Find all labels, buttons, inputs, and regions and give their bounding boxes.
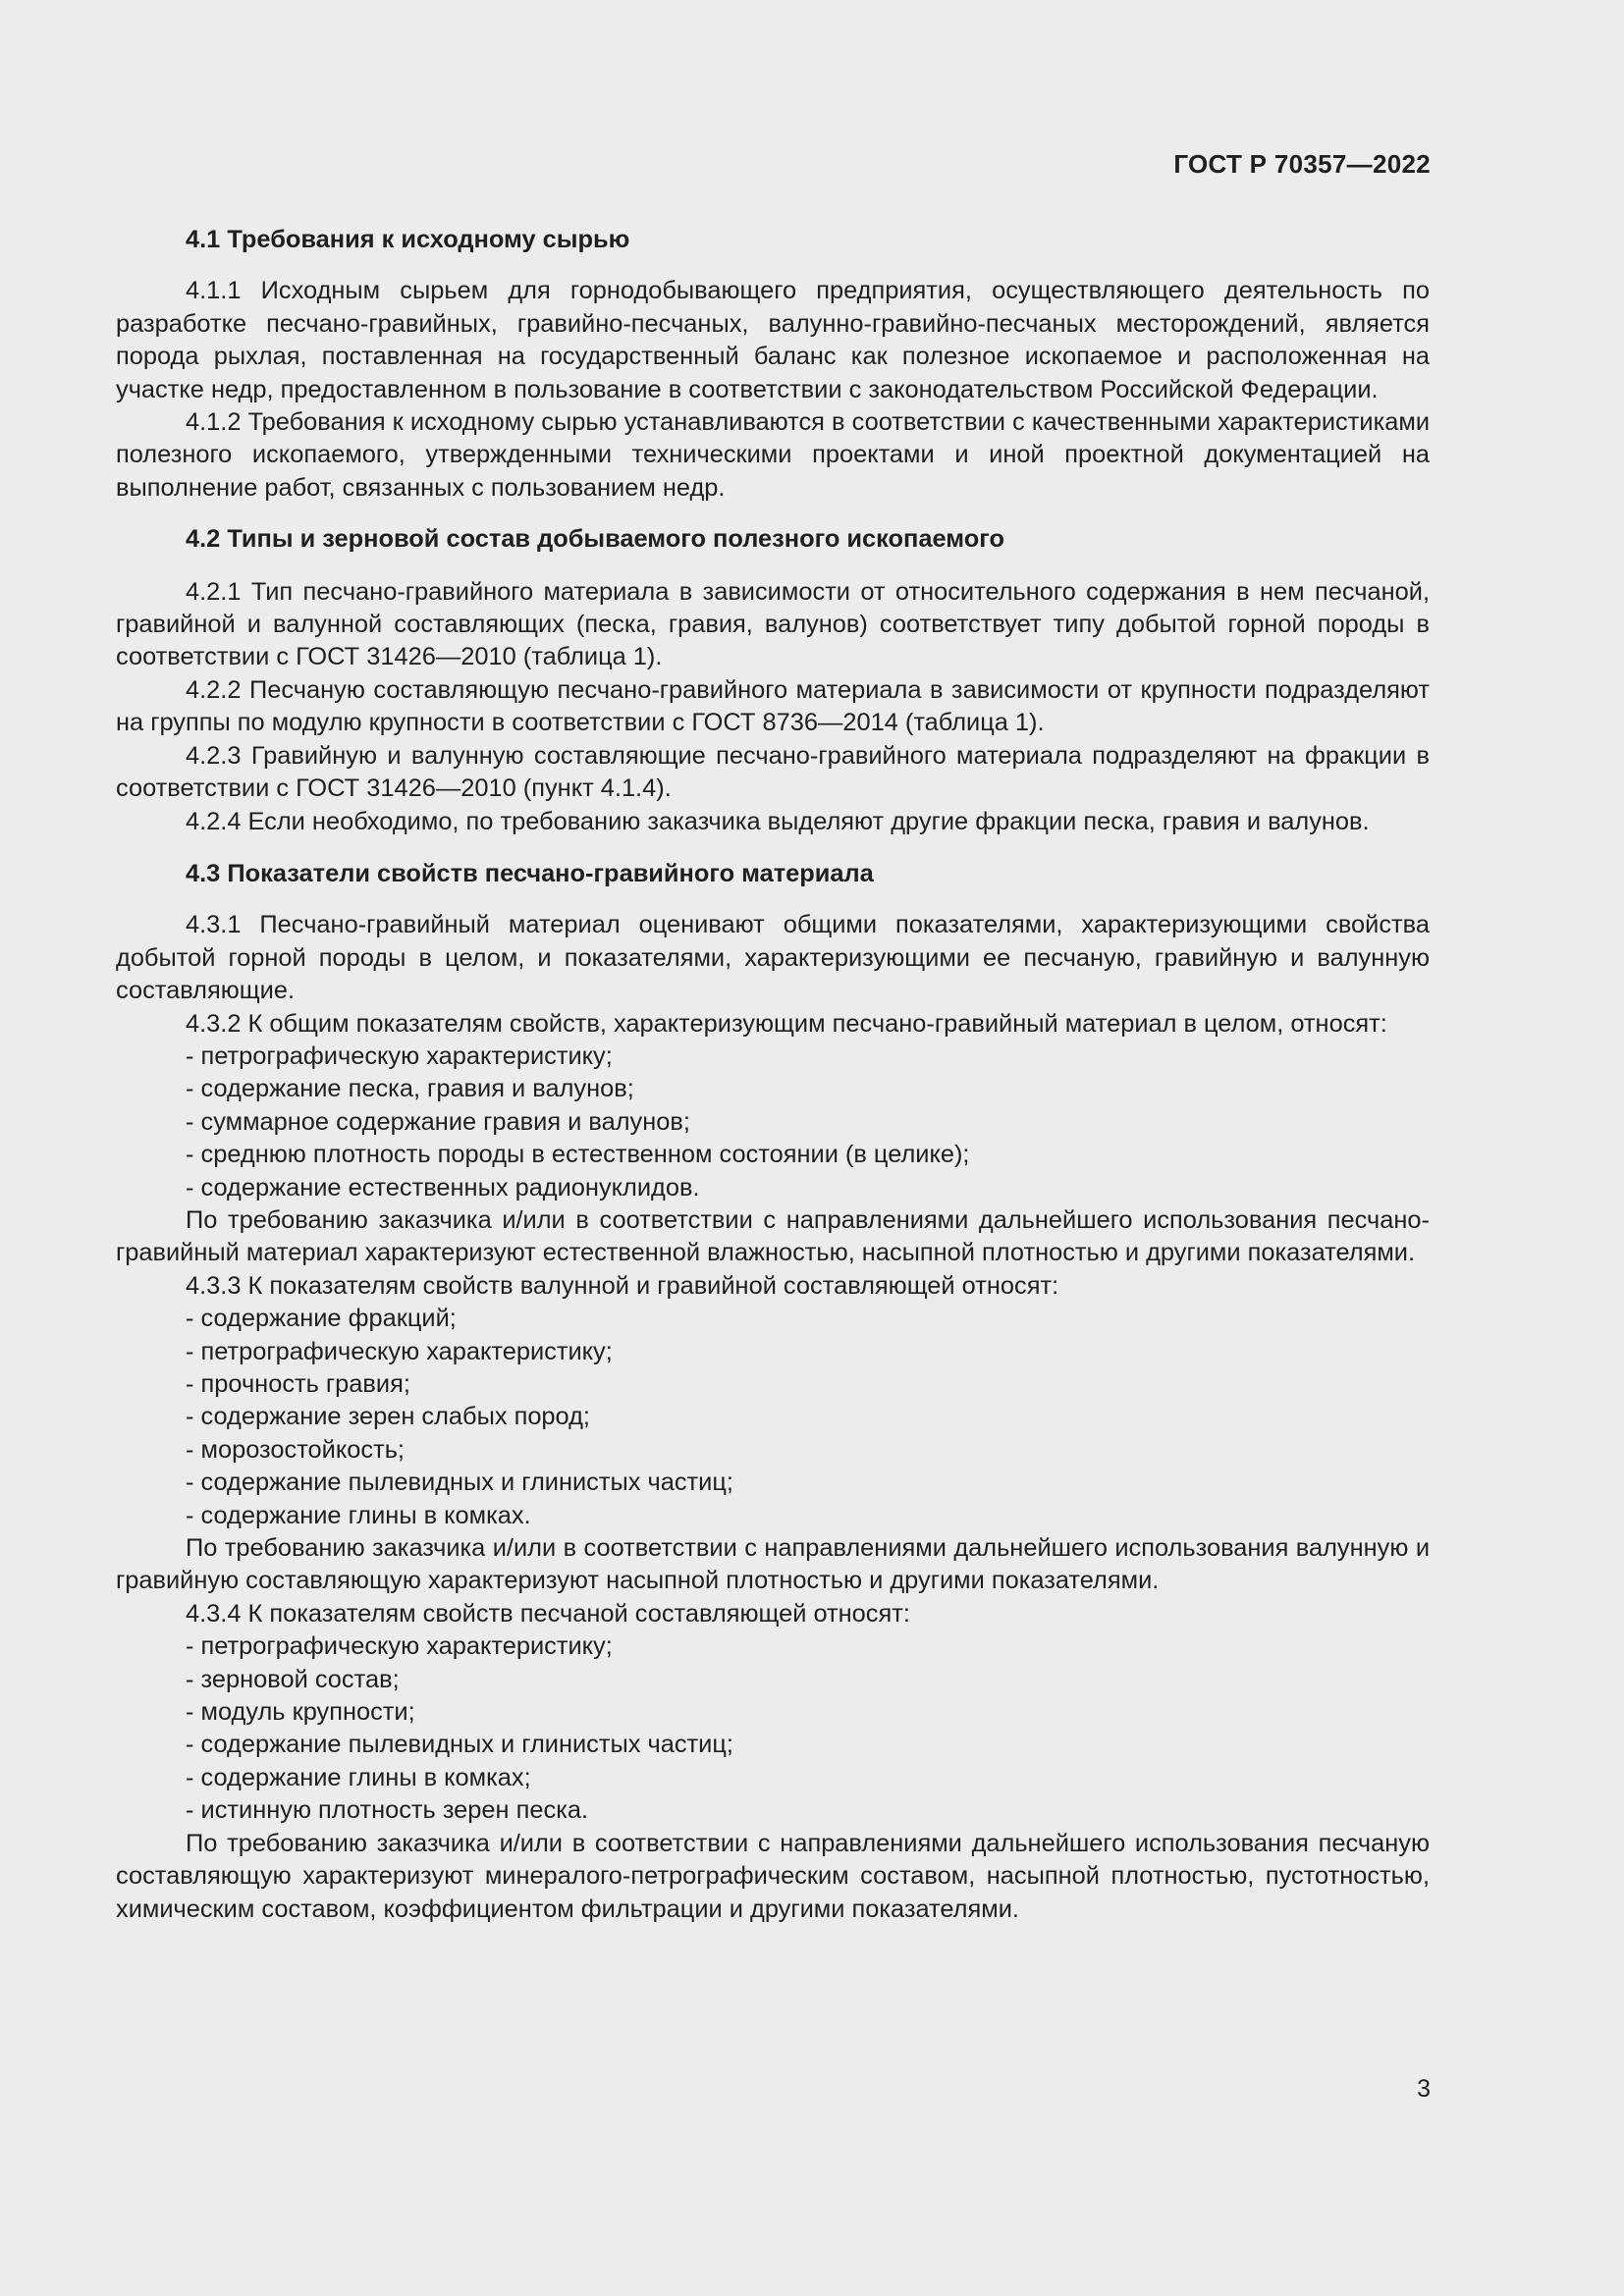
- list-item: - среднюю плотность породы в естественном состоянии (в целике);: [186, 1141, 970, 1169]
- paragraph-4-3-1: 4.3.1 Песчано-гравийный материал оценивают общими показателями, характеризующими свойства добытой горной породы в целом, и показателями, характеризующими ее песчаную, гравийную и валунную составляющие.: [116, 911, 1430, 1005]
- paragraph-4-1-1: 4.1.1 Исходным сырьем для горнодобывающего предприятия, осуществляющего деятельность по разработке песчано-гравийных, гравийно-песчаных, валунно-гравийно-песчаных месторождений, является порода рыхлая, поставленная на государственный баланс как полезное ископаемое и расположенная на участке недр, предоставленном в пользование в соответствии с законодательством Российской Федерации.: [116, 277, 1430, 403]
- list-item: - суммарное содержание гравия и валунов;: [186, 1107, 690, 1136]
- list-item: - истинную плотность зерен песка.: [186, 1796, 589, 1825]
- paragraph-4-1-2: 4.1.2 Требования к исходному сырью устанавливаются в соответствии с качественными характеристиками полезного ископаемого, утвержденными техническими проектами и иной проектной документацией на выполнение работ, связанных с пользованием недр.: [116, 408, 1430, 502]
- list-item: - содержание глины в комках.: [186, 1501, 531, 1529]
- list-item: - модуль крупности;: [186, 1698, 415, 1727]
- list-item: - содержание фракций;: [186, 1305, 457, 1333]
- list-item: - зерновой состав;: [186, 1665, 400, 1693]
- list-item: - петрографическую характеристику;: [186, 1632, 613, 1661]
- paragraph-4-3-2-note: По требованию заказчика и/или в соответствии с направлениями дальнейшего использования песчано-гравийный материал характеризуют естественной влажностью, насыпной плотностью и другими показателями.: [116, 1205, 1430, 1267]
- paragraph-4-3-2: 4.3.2 К общим показателям свойств, характеризующим песчано-гравийный материал в целом, относят:: [186, 1009, 1387, 1038]
- page-number: 3: [1417, 2075, 1431, 2103]
- paragraph-4-2-2: 4.2.2 Песчаную составляющую песчано-гравийного материала в зависимости от крупности подразделяют на группы по модулю крупности в соответствии с ГОСТ 8736—2014 (таблица 1).: [116, 675, 1430, 737]
- list-item: - содержание песка, гравия и валунов;: [186, 1075, 634, 1103]
- section-heading-4-3: 4.3 Показатели свойств песчано-гравийного материала: [186, 859, 874, 887]
- list-item: - содержание пылевидных и глинистых частиц;: [186, 1468, 733, 1497]
- list-item: - содержание глины в комках;: [186, 1763, 531, 1791]
- paragraph-4-2-1: 4.2.1 Тип песчано-гравийного материала в зависимости от относительного содержания в нем песчаной, гравийной и валунной составляющих (песка, гравия, валунов) соответствует типу добытой горной породы в соответствии с ГОСТ 31426—2010 (таблица 1).: [116, 577, 1430, 671]
- list-item: - содержание естественных радионуклидов.: [186, 1173, 700, 1201]
- list-item: - содержание пылевидных и глинистых частиц;: [186, 1731, 733, 1759]
- document-body: [116, 224, 1430, 1926]
- list-item: - прочность гравия;: [186, 1370, 410, 1398]
- section-heading-4-2: 4.2 Типы и зерновой состав добываемого полезного ископаемого: [186, 525, 1004, 554]
- paragraph-4-3-4: 4.3.4 К показателям свойств песчаной составляющей относят:: [186, 1599, 910, 1628]
- list-item: - морозостойкость;: [186, 1435, 405, 1464]
- paragraph-4-2-3: 4.2.3 Гравийную и валунную составляющие песчано-гравийного материала подразделяют на фракции в соответствии с ГОСТ 31426—2010 (пункт 4.1.4).: [116, 741, 1430, 803]
- paragraph-4-2-4: 4.2.4 Если необходимо, по требованию заказчика выделяют другие фракции песка, гравия и валунов.: [186, 807, 1370, 835]
- section-heading-4-1: 4.1 Требования к исходному сырью: [186, 226, 630, 253]
- paragraph-4-3-3: 4.3.3 К показателям свойств валунной и гравийной составляющей относят:: [186, 1271, 1059, 1300]
- paragraph-4-3-4-note: По требованию заказчика и/или в соответствии с направлениями дальнейшего использования песчаную составляющую характеризуют минералого-петрографическим составом, насыпной плотностью, пустотностью, химическим составом, коэффициентом фильтрации и другими показателями.: [116, 1829, 1430, 1923]
- list-item: - петрографическую характеристику;: [186, 1041, 613, 1070]
- list-item: - петрографическую характеристику;: [186, 1337, 613, 1365]
- list-item: - содержание зерен слабых пород;: [186, 1403, 590, 1431]
- standard-header: ГОСТ Р 70357—2022: [1173, 149, 1431, 179]
- paragraph-4-3-3-note: По требованию заказчика и/или в соответствии с направлениями дальнейшего использования валунную и гравийную составляющую характеризуют насыпной плотностью и другими показателями.: [116, 1534, 1430, 1595]
